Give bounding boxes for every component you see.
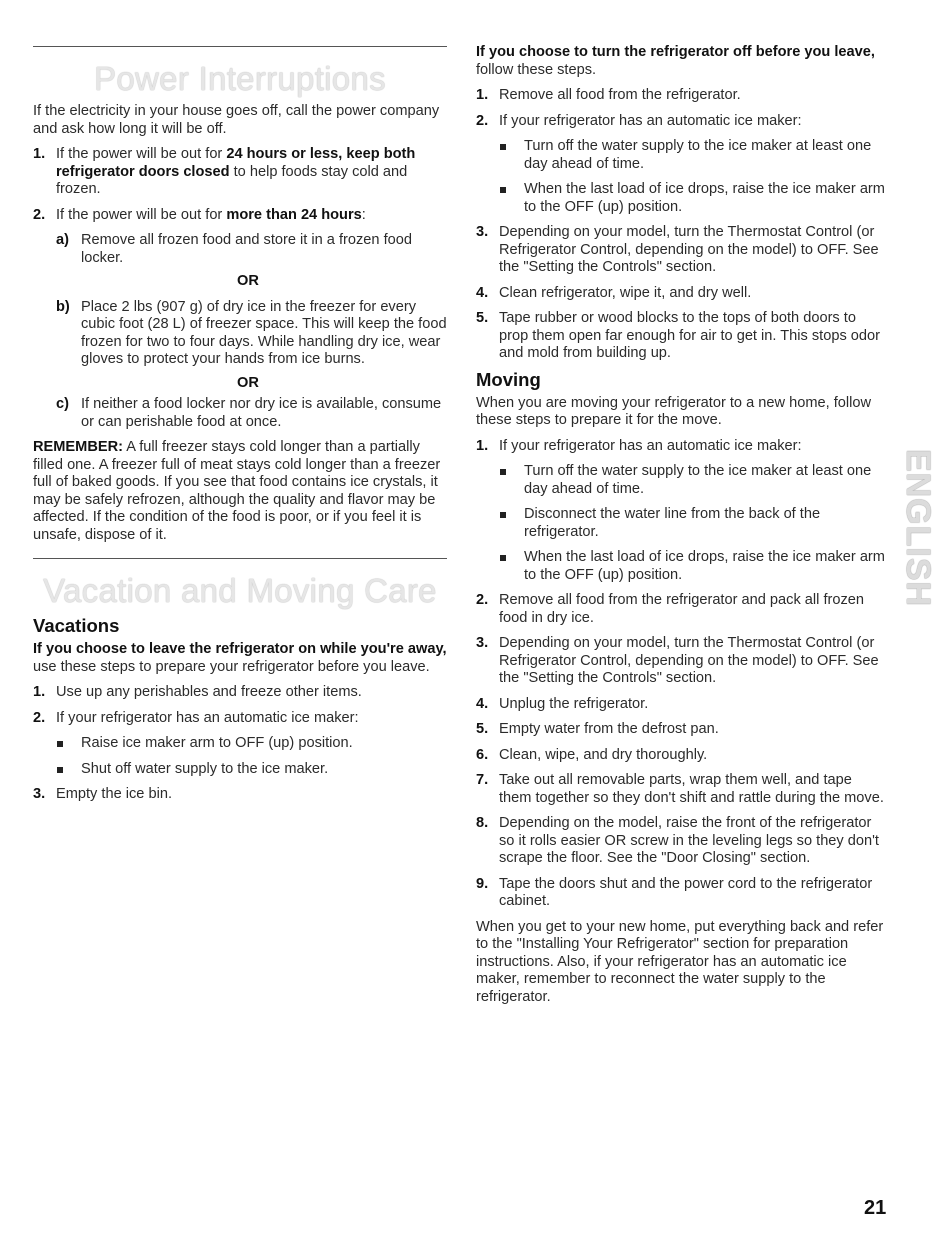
- bullet-item: Turn off the water supply to the ice maker at least one day ahead of time.: [476, 138, 888, 173]
- remember-label: REMEMBER:: [33, 439, 123, 455]
- step-text: If the power will be out for: [56, 206, 227, 223]
- list-item: [476, 438, 888, 456]
- step-number: 2.: [33, 206, 46, 223]
- step-text: If your refrigerator has an automatic ice maker:: [499, 437, 802, 454]
- list-item: [476, 113, 888, 131]
- option-text: Remove all frozen food and store it in a frozen food locker.: [81, 232, 412, 266]
- right-column: [476, 44, 888, 1006]
- vacations-heading: Vacations: [33, 615, 120, 636]
- turn-off-steps: [476, 224, 888, 363]
- bullet-item: When the last load of ice drops, raise the ice maker arm to the OFF (up) position.: [476, 549, 888, 584]
- lead-bold: If you choose to turn the refrigerator off before you leave,: [476, 44, 875, 60]
- option-text: Place 2 lbs (907 g) of dry ice in the freezer for every cubic foot (28 L) of freezer space. This will keep the food frozen for two to four days. While handling dry ice, wear gloves to protect your hands from ice burns.: [81, 298, 447, 367]
- list-item: [33, 710, 447, 728]
- turn-off-bullets: [476, 138, 888, 216]
- list-item: [476, 310, 888, 363]
- step-number: 8.: [476, 815, 489, 831]
- step-number: 6.: [476, 746, 489, 763]
- step-text: Use up any perishables and freeze other items.: [56, 684, 362, 700]
- list-item: [476, 592, 888, 627]
- step-number: 4.: [476, 695, 489, 712]
- remember-note: [33, 439, 447, 544]
- power-interruptions-title: Power Interruptions: [94, 60, 386, 97]
- list-item: [476, 696, 888, 714]
- vacation-steps: [33, 786, 447, 804]
- step-text: Remove all food from the refrigerator and pack all frozen food in dry ice.: [499, 592, 865, 626]
- section-divider: [33, 558, 447, 559]
- list-item: [33, 232, 447, 267]
- moving-intro: When you are moving your refrigerator to a new home, follow these steps to prepare it for the move.: [476, 394, 872, 428]
- list-item: [33, 396, 447, 431]
- language-side-tab: [898, 448, 937, 608]
- moving-steps: [476, 592, 888, 911]
- section-divider: [33, 46, 447, 47]
- step-number: 7.: [476, 772, 489, 788]
- option-letter: c): [56, 396, 69, 412]
- step-text: Empty the ice bin.: [56, 786, 172, 802]
- step-text: Depending on your model, turn the Thermostat Control (or Refrigerator Control, depending on the model) to OFF. See the "Setting the Controls" section.: [499, 635, 879, 686]
- or-separator: OR: [237, 374, 259, 391]
- step-number: 4.: [476, 284, 489, 301]
- option-text: If neither a food locker nor dry ice is available, consume or can perishable food at once.: [81, 396, 442, 430]
- power-options: [33, 396, 447, 431]
- moving-heading: Moving: [476, 368, 541, 390]
- list-item: [33, 786, 447, 804]
- list-item: [476, 87, 888, 105]
- step-text: :: [361, 206, 366, 223]
- bullet-item: Disconnect the water line from the back of the refrigerator.: [476, 506, 888, 541]
- moving-bullets: [476, 463, 888, 584]
- step-text: If your refrigerator has an automatic ice maker:: [56, 709, 359, 726]
- turn-off-steps: [476, 87, 888, 130]
- list-item: [33, 146, 447, 199]
- vacations-lead: [33, 641, 447, 676]
- or-separator: OR: [237, 273, 259, 289]
- list-item: [476, 815, 888, 868]
- list-item: [476, 285, 888, 303]
- step-text: Tape the doors shut and the power cord to the refrigerator cabinet.: [499, 875, 873, 909]
- bullet-item: Shut off water supply to the ice maker.: [33, 761, 447, 779]
- step-number: 2.: [33, 709, 46, 726]
- power-steps: [33, 146, 447, 224]
- step-number: 2.: [476, 112, 489, 129]
- moving-closing: When you get to your new home, put everything back and refer to the "Installing Your Refrigerator" section for preparation instructions. Also, if your refrigerator has an automatic ice maker, remember to reconnect the water supply to the refrigerator.: [476, 918, 884, 1005]
- lead-text: follow these steps.: [476, 61, 597, 78]
- power-intro: If the electricity in your house goes off, call the power company and ask how long it will be off.: [33, 103, 440, 137]
- list-item: [476, 876, 888, 911]
- page-number: 21: [864, 1197, 887, 1219]
- language-label: ENGLISH: [898, 448, 937, 608]
- remember-text: A full freezer stays cold longer than a partially filled one. A freezer full of meat stays cold longer than a freezer full of baked goods. If you see that food contains ice crystals, it may be safely refrozen, although the quality and flavor may be affected. If the condition of the food is poor, or if you feel it is unsafe, dispose of it.: [33, 439, 441, 543]
- step-number: 3.: [476, 635, 489, 651]
- step-text: Depending on the model, raise the front of the refrigerator so it rolls easier OR screw in the leveling legs so they don't scrape the floor. See the "Door Closing" section.: [499, 815, 879, 866]
- vacation-moving-title: Vacation and Moving Care: [43, 572, 437, 609]
- step-number: 3.: [476, 224, 489, 240]
- bullet-item: When the last load of ice drops, raise the ice maker arm to the OFF (up) position.: [476, 181, 888, 216]
- list-item: [33, 207, 447, 225]
- step-number: 2.: [476, 592, 489, 608]
- step-text: Clean refrigerator, wipe it, and dry well.: [499, 284, 752, 301]
- vacation-bullets: [33, 735, 447, 778]
- turn-off-lead: [476, 44, 888, 79]
- step-number: 3.: [33, 786, 46, 802]
- step-text: Tape rubber or wood blocks to the tops of both doors to prop them open far enough for air to get in. This stops odor and mold from building up.: [499, 310, 881, 361]
- step-number: 1.: [476, 437, 489, 454]
- step-bold: 24 hours or less, keep both refrigerator doors closed: [56, 146, 416, 180]
- step-text: Unplug the refrigerator.: [499, 695, 649, 712]
- power-options: [33, 299, 447, 369]
- list-item: [476, 635, 888, 688]
- step-text: Remove all food from the refrigerator.: [499, 87, 741, 103]
- list-item: [33, 684, 447, 702]
- step-number: 5.: [476, 310, 489, 326]
- lead-bold: If you choose to leave the refrigerator on while you're away,: [33, 641, 447, 657]
- step-text: Depending on your model, turn the Thermostat Control (or Refrigerator Control, depending on the model) to OFF. See the "Setting the Controls" section.: [499, 224, 879, 275]
- option-letter: a): [56, 232, 69, 248]
- list-item: [33, 299, 447, 369]
- step-text: If your refrigerator has an automatic ice maker:: [499, 112, 802, 129]
- bullet-item: Turn off the water supply to the ice maker at least one day ahead of time.: [476, 463, 888, 498]
- power-options: [33, 232, 447, 267]
- step-text: Clean, wipe, and dry thoroughly.: [499, 746, 708, 763]
- step-bold: more than 24 hours: [226, 206, 362, 223]
- option-letter: b): [56, 298, 70, 315]
- step-text: Take out all removable parts, wrap them well, and tape them together so they don't shift and rattle during the move.: [499, 772, 884, 806]
- step-number: 1.: [33, 684, 46, 700]
- step-number: 1.: [476, 87, 489, 103]
- lead-text: use these steps to prepare your refrigerator before you leave.: [33, 658, 430, 675]
- step-text: to help foods stay cold and frozen.: [56, 163, 408, 197]
- vacation-steps: [33, 684, 447, 727]
- step-number: 5.: [476, 721, 489, 737]
- step-number: 9.: [476, 875, 489, 892]
- step-text: If the power will be out for: [56, 146, 227, 162]
- list-item: [476, 721, 888, 739]
- list-item: [476, 224, 888, 277]
- step-text: Empty water from the defrost pan.: [499, 721, 719, 737]
- bullet-item: Raise ice maker arm to OFF (up) position.: [33, 735, 447, 753]
- list-item: [476, 747, 888, 765]
- list-item: [476, 772, 888, 807]
- left-column: [33, 46, 447, 804]
- moving-steps: [476, 438, 888, 456]
- step-number: 1.: [33, 146, 46, 162]
